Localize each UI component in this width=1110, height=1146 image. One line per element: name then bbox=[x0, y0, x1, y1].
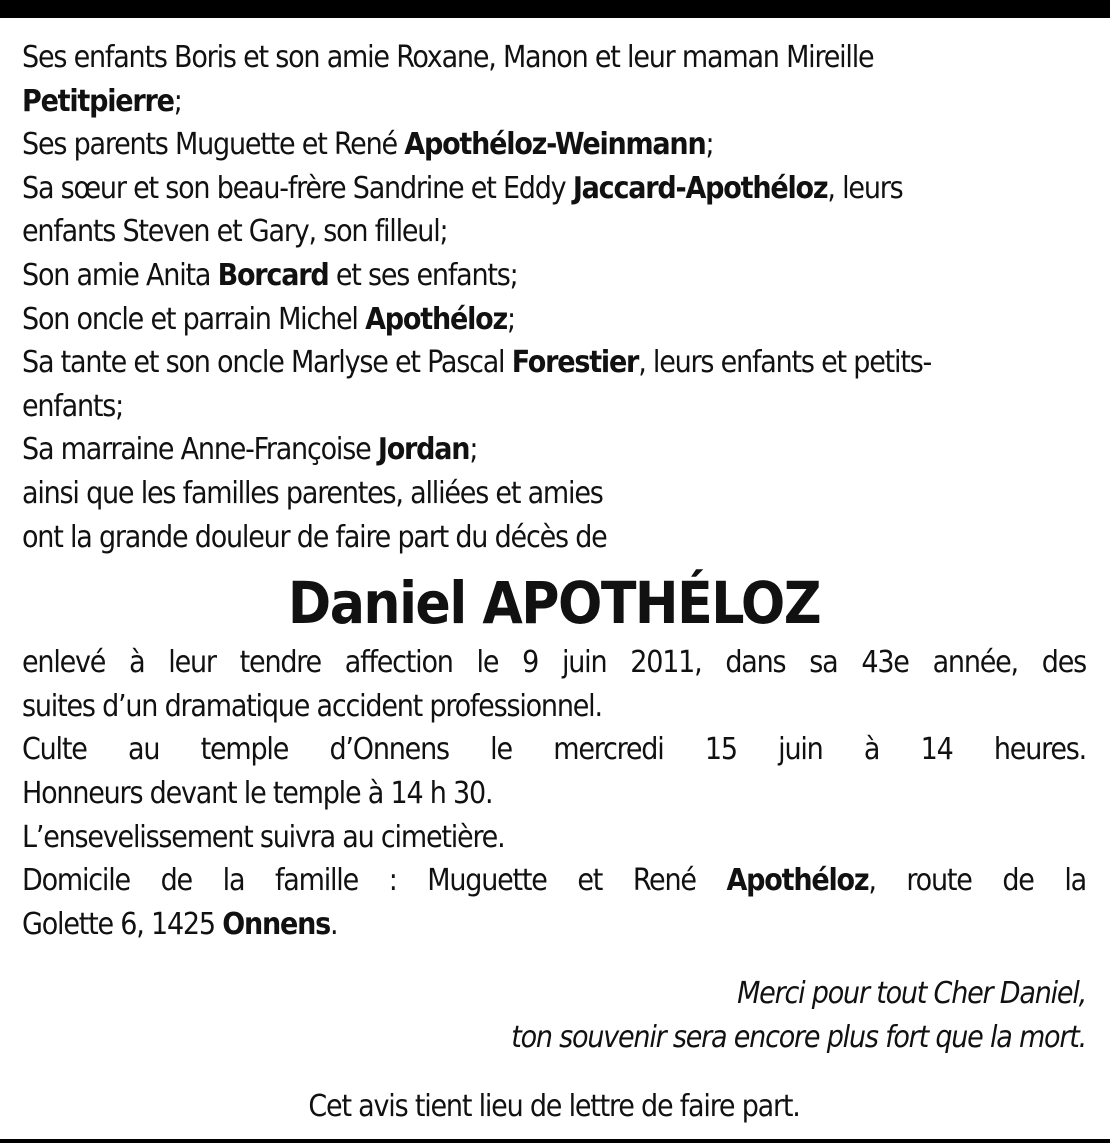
details-line-burial: L’ensevelissement suivra au cimetière. bbox=[22, 819, 505, 855]
friend-text: Son amie Anita bbox=[22, 257, 218, 293]
family-line-aunt bbox=[22, 341, 1086, 385]
details-line-date: enlevé à leur tendre affection le 9 juin 2011, dans sa 43e année, des bbox=[22, 645, 1086, 681]
surname-forestier: Forestier bbox=[511, 345, 639, 381]
surname-petitpierre: Petitpierre bbox=[22, 83, 174, 119]
family-line-children-surname bbox=[22, 80, 1086, 124]
sister-text-end: , leurs bbox=[827, 170, 903, 206]
quote-line-2: ton souvenir sera encore plus fort que la mort. bbox=[511, 1019, 1086, 1055]
surname-apotheloz: Apothéloz bbox=[365, 301, 507, 337]
sister-text: Sa sœur et son beau-frère Sandrine et Eddy bbox=[22, 170, 573, 206]
family-line-aunt-cont: enfants; bbox=[22, 388, 123, 424]
family-list bbox=[22, 36, 1086, 559]
separator: ; bbox=[705, 127, 714, 163]
surname-jordan: Jordan bbox=[377, 432, 470, 468]
surname-apotheloz-domicile: Apothéloz bbox=[726, 863, 869, 899]
details-block bbox=[22, 641, 1086, 946]
closing-note: Cet avis tient lieu de lettre de faire part. bbox=[308, 1089, 800, 1125]
town-onnens: Onnens bbox=[222, 906, 331, 942]
separator: ; bbox=[173, 83, 182, 119]
parents-text: Ses parents Muguette et René bbox=[22, 127, 405, 163]
family-line-godmother bbox=[22, 428, 1086, 472]
family-line-relatives: ainsi que les familles parentes, alliées et amies bbox=[22, 475, 603, 511]
separator: . bbox=[330, 906, 338, 942]
surname-apotheloz-weinmann: Apothéloz-Weinmann bbox=[404, 127, 706, 163]
bottom-border-rule bbox=[0, 1139, 1110, 1143]
announcement-line: ont la grande douleur de faire part du décès de bbox=[22, 519, 607, 555]
aunt-text: Sa tante et son oncle Marlyse et Pascal bbox=[22, 345, 512, 381]
surname-borcard: Borcard bbox=[217, 257, 329, 293]
details-line-honours: Honneurs devant le temple à 14 h 30. bbox=[22, 775, 493, 811]
quote-line-1: Merci pour tout Cher Daniel, bbox=[737, 976, 1086, 1012]
friend-text-end: et ses enfants; bbox=[328, 257, 518, 293]
details-line-domicile bbox=[22, 859, 1086, 903]
deceased-name: Daniel APOTHÉLOZ bbox=[287, 569, 821, 638]
family-line-uncle bbox=[22, 298, 1086, 342]
family-line-sister-children: enfants Steven et Gary, son filleul; bbox=[22, 214, 448, 250]
uncle-text: Son oncle et parrain Michel bbox=[22, 301, 366, 337]
family-line-parents bbox=[22, 123, 1086, 167]
memorial-quote bbox=[22, 972, 1086, 1059]
top-border-rule bbox=[0, 0, 1110, 18]
details-line-service: Culte au temple d’Onnens le mercredi 15 juin à 14 heures. bbox=[22, 732, 1086, 768]
family-line-friend bbox=[22, 254, 1086, 298]
aunt-text-end: , leurs enfants et petits- bbox=[638, 345, 932, 381]
domicile-text-end: , route de la bbox=[868, 863, 1086, 899]
death-notice bbox=[22, 36, 1086, 1129]
address-text: Golette 6, 1425 bbox=[22, 906, 223, 942]
surname-jaccard-apotheloz: Jaccard-Apothéloz bbox=[572, 170, 828, 206]
family-line-sister bbox=[22, 167, 1086, 211]
domicile-text: Domicile de la famille : Muguette et René bbox=[22, 863, 727, 899]
godmother-text: Sa marraine Anne-Françoise bbox=[22, 432, 378, 468]
details-line-address bbox=[22, 903, 1086, 947]
separator: ; bbox=[506, 301, 515, 337]
separator: ; bbox=[469, 432, 478, 468]
details-line-cause: suites d’un dramatique accident professionnel. bbox=[22, 688, 602, 724]
family-line-children: Ses enfants Boris et son amie Roxane, Manon et leur maman Mireille bbox=[22, 40, 874, 75]
